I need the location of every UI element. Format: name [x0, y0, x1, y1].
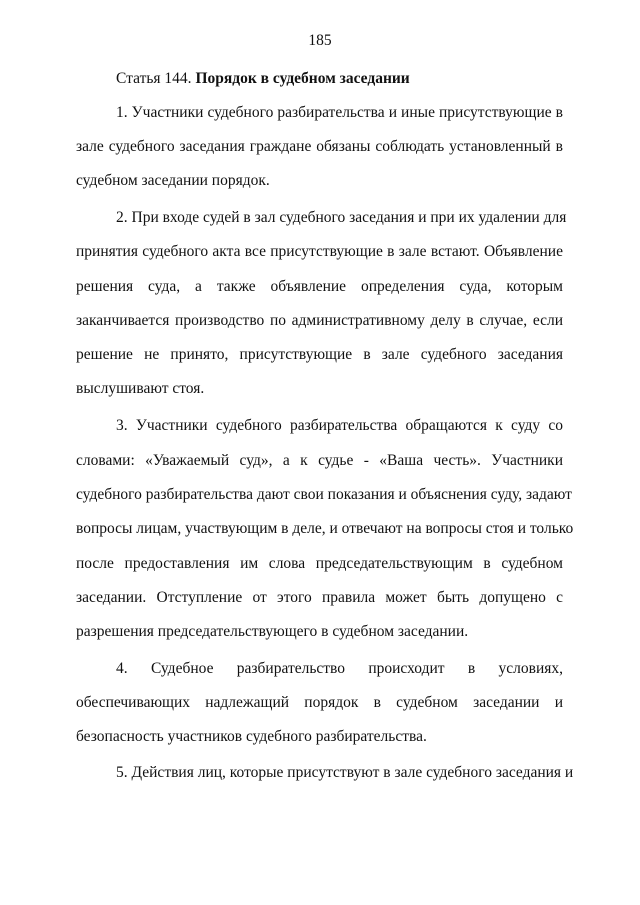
paragraph-2-line: решение не принято, присутствующие в зале судебного заседания: [76, 346, 563, 363]
paragraph-3-line: разрешения председательствующего в судебном заседании.: [76, 623, 469, 640]
article-label: Статья 144.: [116, 70, 192, 87]
paragraph-1-line: 1. Участники судебного разбирательства и иные присутствующие в: [116, 104, 563, 121]
paragraph-2-line: выслушивают стоя.: [76, 380, 205, 397]
article-heading: [116, 69, 410, 89]
paragraph-1-line: зале судебного заседания граждане обязаны соблюдать установленный в: [76, 138, 563, 155]
paragraph-1-line: судебном заседании порядок.: [76, 172, 270, 189]
page-number: 185: [308, 32, 332, 49]
paragraph-3-line: вопросы лицам, участвующим в деле, и отвечают на вопросы стоя и только: [76, 520, 574, 537]
paragraph-2-line: принятия судебного акта все присутствующие в зале встают. Объявление: [76, 243, 563, 260]
paragraph-4-line: обеспечивающих надлежащий порядок в судебном заседании и: [76, 694, 563, 711]
paragraph-3-line: словами: «Уважаемый суд», а к судье - «Ваша честь». Участники: [76, 452, 563, 469]
paragraph-3-line: 3. Участники судебного разбирательства обращаются к суду со: [116, 417, 563, 434]
article-title: Порядок в судебном заседании: [195, 70, 410, 87]
paragraph-5-line: 5. Действия лиц, которые присутствуют в зале судебного заседания и: [116, 764, 574, 781]
paragraph-2-line: заканчивается производство по административному делу в случае, если: [76, 312, 563, 329]
paragraph-3-line: после предоставления им слова председательствующим в судебном: [76, 555, 563, 572]
paragraph-2-line: 2. При входе судей в зал судебного заседания и при их удалении для: [116, 209, 567, 226]
paragraph-3-line: судебного разбирательства дают свои показания и объяснения суду, задают: [76, 486, 572, 503]
paragraph-4-line: безопасность участников судебного разбирательства.: [76, 728, 427, 745]
paragraph-2-line: решения суда, а также объявление определения суда, которым: [76, 278, 563, 295]
paragraph-4-line: 4. Судебное разбирательство происходит в условиях,: [116, 660, 563, 677]
paragraph-3-line: заседании. Отступление от этого правила может быть допущено с: [76, 589, 563, 606]
